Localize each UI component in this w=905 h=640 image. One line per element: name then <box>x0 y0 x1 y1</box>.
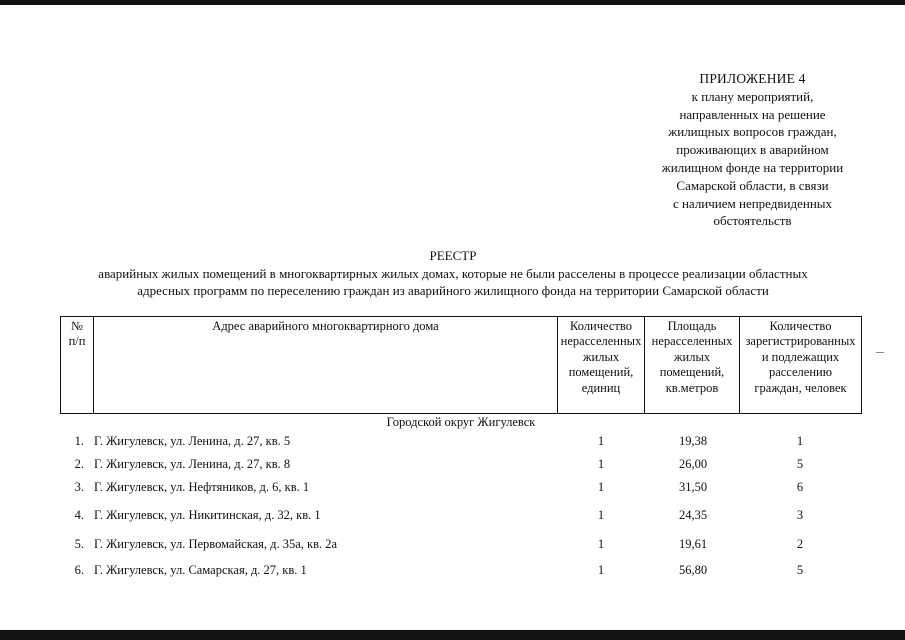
row-number: 4. <box>74 508 84 522</box>
header-area <box>645 319 739 396</box>
row-number: 5. <box>74 537 84 551</box>
header-bottom-border <box>60 413 862 414</box>
appendix-line: жилищном фонде на территории <box>661 159 844 175</box>
table-row <box>0 480 905 496</box>
header-residents-line: расселению <box>768 365 833 380</box>
row-residents: 2 <box>796 537 804 551</box>
appendix-line: с наличием непредвиденных <box>672 195 833 211</box>
row-address: Г. Жигулевск, ул. Нефтяников, д. 6, кв. 1 <box>94 480 310 494</box>
row-residents: 5 <box>796 563 804 577</box>
row-area: 19,61 <box>678 537 708 551</box>
row-area: 56,80 <box>678 563 708 577</box>
row-count: 1 <box>597 457 605 471</box>
appendix-heading: ПРИЛОЖЕНИЕ 4 <box>699 71 806 86</box>
appendix-line: жилищных вопросов граждан, <box>668 124 837 140</box>
register-title: РЕЕСТР <box>429 248 477 263</box>
header-count-line: нерасселенных <box>560 334 642 349</box>
row-address: Г. Жигулевск, ул. Никитинская, д. 32, кв. 1 <box>94 508 321 522</box>
appendix-line: обстоятельств <box>713 213 792 229</box>
header-area-line: Площадь <box>667 319 717 333</box>
header-count-line: единиц <box>581 380 621 395</box>
row-count: 1 <box>597 434 605 448</box>
header-number-line: п/п <box>68 334 86 349</box>
row-count: 1 <box>597 563 605 577</box>
row-count: 1 <box>597 508 605 522</box>
row-residents: 6 <box>796 480 804 494</box>
header-count-line: Количество <box>570 319 632 333</box>
appendix-line: Самарской области, в связи <box>676 177 829 193</box>
header-number <box>61 319 93 350</box>
header-residents-line: Количество <box>769 319 832 333</box>
appendix-line: к плану мероприятий, <box>691 88 814 104</box>
section-label: Городской округ Жигулевск <box>386 415 536 429</box>
header-number-line: № <box>71 319 83 333</box>
header-count <box>558 319 644 396</box>
row-address: Г. Жигулевск, ул. Ленина, д. 27, кв. 5 <box>94 434 291 448</box>
appendix-line: направленных на решение <box>679 106 826 122</box>
header-area-line: жилых <box>673 349 711 364</box>
row-residents: 5 <box>796 457 804 471</box>
header-top-border <box>60 316 862 317</box>
table-row <box>0 563 905 579</box>
row-area: 26,00 <box>678 457 708 471</box>
row-count: 1 <box>597 537 605 551</box>
scan-mark <box>876 352 884 353</box>
row-address: Г. Жигулевск, ул. Ленина, д. 27, кв. 8 <box>94 457 291 471</box>
row-count: 1 <box>597 480 605 494</box>
row-number: 2. <box>74 457 84 471</box>
table-row <box>0 537 905 553</box>
header-right-border <box>861 316 862 414</box>
header-residents-line: граждан, человек <box>754 380 847 395</box>
table-row <box>0 457 905 473</box>
register-title-block <box>40 247 866 300</box>
scan-border-top <box>0 0 905 5</box>
row-residents: 3 <box>796 508 804 522</box>
register-subtitle-line: аварийных жилых помещений в многоквартирных жилых домах, которые не были расселены в процессе реализации областных <box>98 265 808 281</box>
row-area: 19,38 <box>678 434 708 448</box>
row-number: 6. <box>74 563 84 577</box>
header-residents-line: и подлежащих <box>761 349 840 364</box>
appendix-block <box>640 70 865 230</box>
header-area-line: кв.метров <box>665 380 719 395</box>
header-count-line: помещений, <box>568 365 634 380</box>
table-row <box>0 508 905 524</box>
header-area-line: нерасселенных <box>651 334 733 349</box>
row-residents: 1 <box>796 434 804 448</box>
row-address: Г. Жигулевск, ул. Первомайская, д. 35а, кв. 2а <box>94 537 338 551</box>
appendix-line: проживающих в аварийном <box>676 142 829 158</box>
header-residents-line: зарегистрированных <box>745 334 856 349</box>
table-row <box>0 434 905 450</box>
header-residents <box>740 319 861 396</box>
register-subtitle-line: адресных программ по переселению граждан из аварийного жилищного фонда на территории Самарской области <box>137 283 769 298</box>
header-count-line: жилых <box>582 349 620 364</box>
header-address: Адрес аварийного многоквартирного дома <box>212 319 439 333</box>
scan-border-bottom <box>0 630 905 640</box>
row-address: Г. Жигулевск, ул. Самарская, д. 27, кв. 1 <box>94 563 307 577</box>
header-area-line: помещений, <box>659 365 725 380</box>
row-number: 3. <box>74 480 84 494</box>
row-number: 1. <box>74 434 84 448</box>
row-area: 31,50 <box>678 480 708 494</box>
row-area: 24,35 <box>678 508 708 522</box>
